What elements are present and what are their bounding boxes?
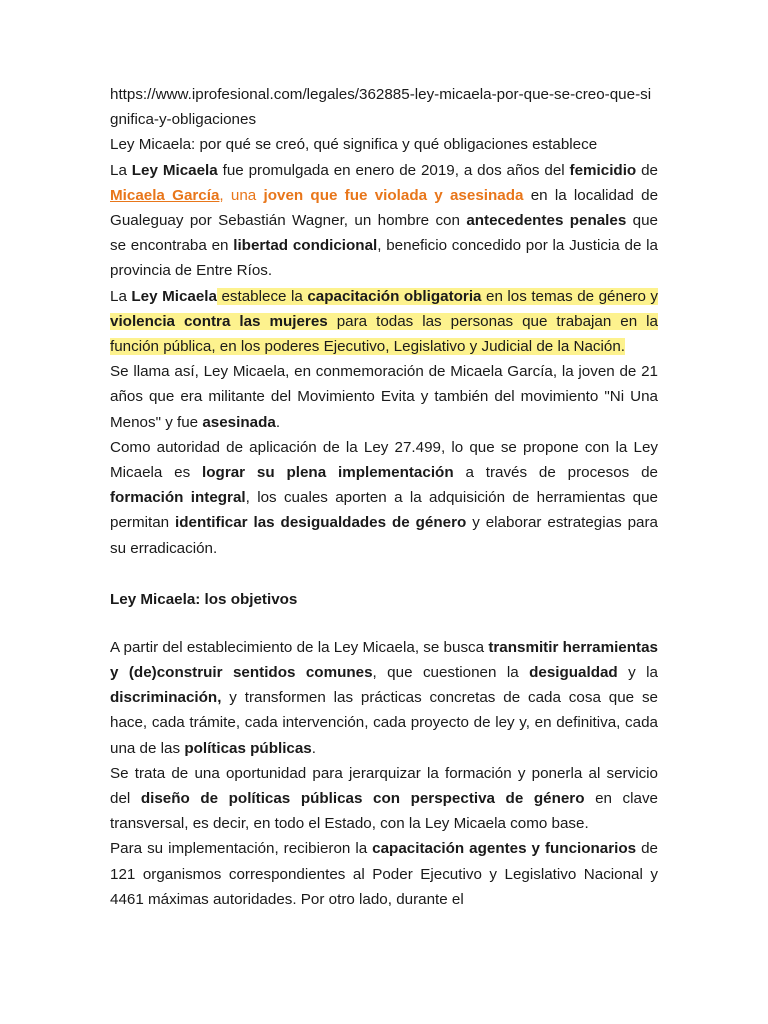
paragraph-2: La Ley Micaela establece la capacitación obligatoria en los temas de género y violencia contra las mujeres para todas las personas que trabajan en la función pública, en los poderes Ejecutivo, Legislativo y Judicial de la Nación.	[110, 287, 658, 356]
micaela-garcia-link[interactable]: Micaela García	[110, 186, 220, 204]
document-page	[110, 82, 658, 912]
paragraph-6: Se trata de una oportunidad para jerarquizar la formación y ponerla al servicio del diseño de políticas públicas con perspectiva de género en clave transversal, es decir, en todo el Estado, con la Ley Micaela como base.	[110, 764, 658, 833]
paragraph-5: A partir del establecimiento de la Ley Micaela, se busca transmitir herramientas y (de)construir sentidos comunes, que cuestionen la desigualdad y la discriminación, y transformen las prácticas concretas de cada cosa que se hace, cada trámite, cada intervención, cada proyecto de ley y, en definitiva, cada una de las políticas públicas.	[110, 638, 658, 757]
paragraph-7: Para su implementación, recibieron la capacitación agentes y funcionarios de 121 organismos correspondientes al Poder Ejecutivo y Legislativo Nacional y 4461 máximas autoridades. Por otro lado, durante el	[110, 840, 658, 908]
section-heading: Ley Micaela: los objetivos	[110, 590, 298, 608]
paragraph-3: Se llama así, Ley Micaela, en conmemoración de Micaela García, la joven de 21 años que era militante del Movimiento Evita y también del movimiento "Ni Una Menos" y fue asesinada.	[110, 363, 658, 431]
article-title: Ley Micaela: por qué se creó, qué significa y qué obligaciones establece	[110, 136, 598, 154]
paragraph-4: Como autoridad de aplicación de la Ley 27.499, lo que se propone con la Ley Micaela es lograr su plena implementación a través de procesos de formación integral, los cuales aporten a la adquisición de herramientas que permitan identificar las desigualdades de género y elaborar estrategias para su erradicación.	[110, 438, 658, 557]
highlighted-text: establece la capacitación obligatoria en los temas de género y violencia contra las mujeres para todas las personas que trabajan en la función pública, en los poderes Ejecutivo, Legislativo y Judicial de la Nación.	[110, 287, 658, 356]
source-url: https://www.iprofesional.com/legales/362885-ley-micaela-por-que-se-creo-que-significa-y-obligaciones	[110, 86, 652, 129]
paragraph-1: La Ley Micaela fue promulgada en enero de 2019, a dos años del femicidio de Micaela García, una joven que fue violada y asesinada en la localidad de Gualeguay por Sebastián Wagner, un hombre con antecedentes penales que se encontraba en libertad condicional, beneficio concedido por la Justicia de la provincia de Entre Ríos.	[110, 161, 659, 280]
